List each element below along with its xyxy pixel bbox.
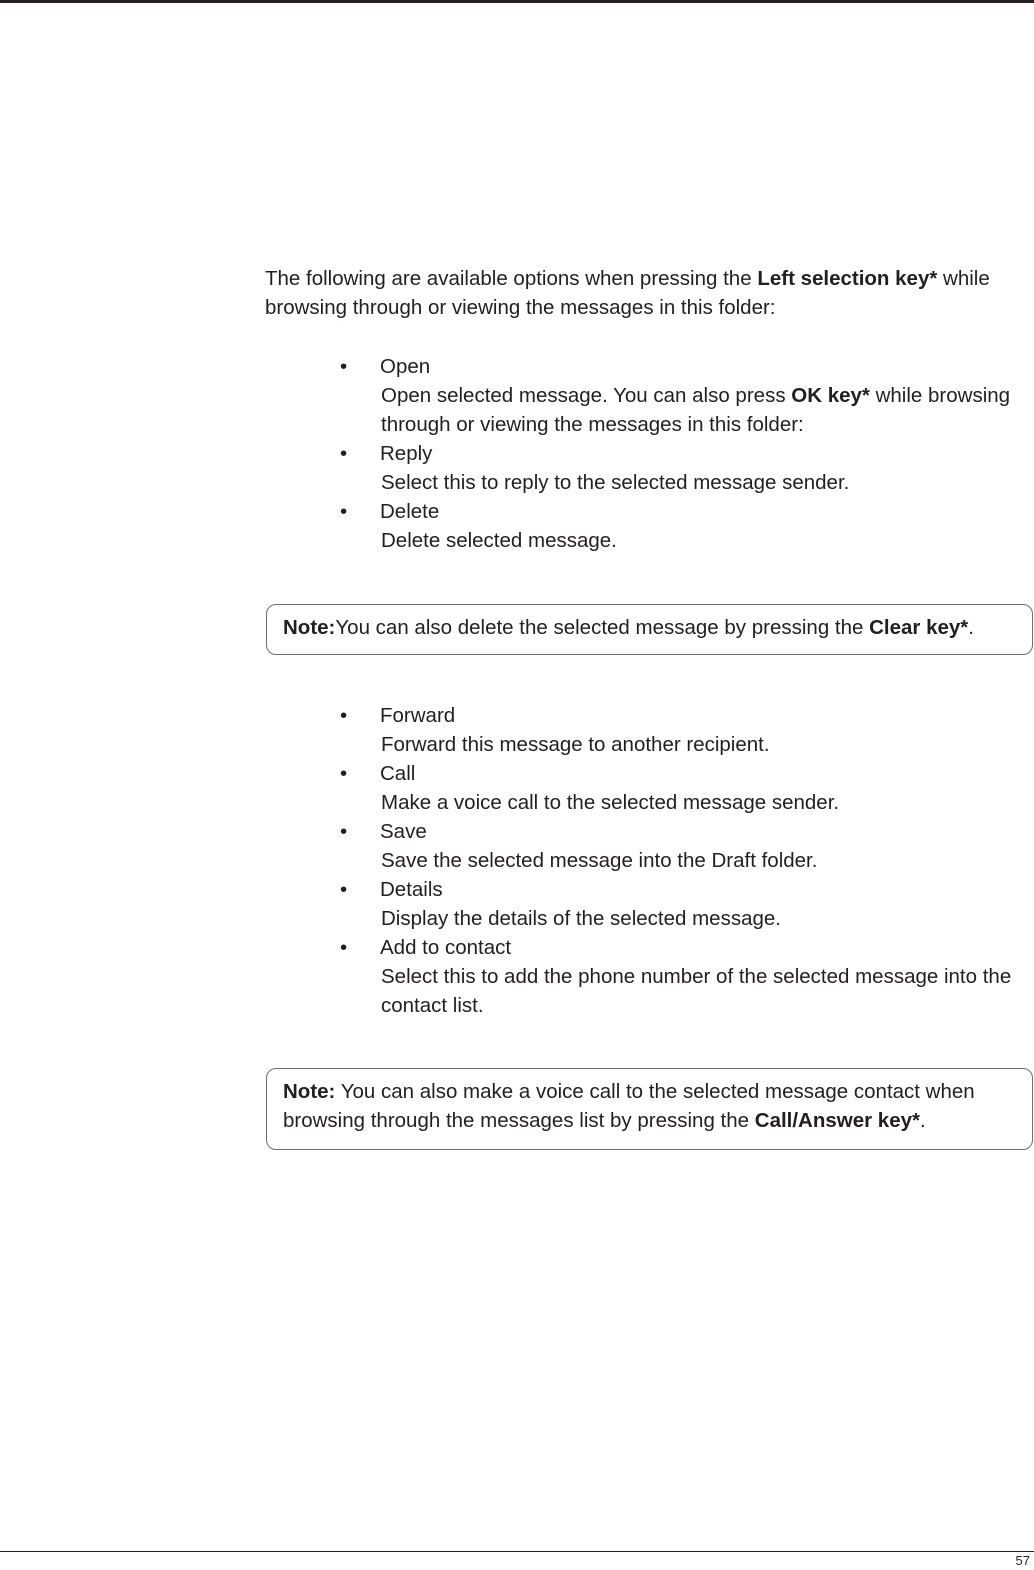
- top-rule: [0, 0, 1034, 3]
- bottom-rule: [0, 1551, 1034, 1552]
- bullet: •: [340, 500, 348, 523]
- item-title: Open: [380, 355, 431, 378]
- list-item-add-to-contact: [330, 933, 1034, 1020]
- item-title: Forward: [380, 704, 456, 727]
- item-description: Delete selected message.: [381, 529, 617, 552]
- note-label: Note:: [283, 1080, 336, 1103]
- intro-text: The following are available options when pressing the: [265, 267, 758, 290]
- item-title: Save: [380, 820, 427, 843]
- item-description: Forward this message to another recipient.: [381, 733, 770, 756]
- bullet: •: [340, 936, 348, 959]
- item-title: Add to contact: [380, 936, 512, 959]
- note-box-clear-key: Note:You can also delete the selected message by pressing the Clear key*.: [266, 604, 1033, 655]
- item-title: Reply: [380, 442, 433, 465]
- intro-paragraph: [265, 264, 1025, 322]
- item-description: Select this to add the phone number of the selected message into the contact list.: [381, 965, 1012, 1017]
- note-text: You can also make a voice call to the selected message contact when browsing through the messages list by pressing the: [283, 1080, 975, 1132]
- left-selection-key-label: Left selection key*: [757, 267, 938, 290]
- item-description: Make a voice call to the selected message sender.: [381, 791, 840, 814]
- list-item-call: [330, 759, 1034, 817]
- item-description: Select this to reply to the selected message sender.: [381, 471, 850, 494]
- bullet: •: [340, 762, 348, 785]
- bullet: •: [340, 878, 348, 901]
- clear-key-label: Clear key*: [869, 616, 969, 639]
- list-item-details: [330, 875, 1034, 933]
- bullet: •: [340, 704, 348, 727]
- call-answer-key-label: Call/Answer key*: [754, 1109, 920, 1132]
- options-list-1: [330, 352, 1034, 555]
- options-list-2: [330, 701, 1034, 1020]
- note-text: You can also delete the selected message by pressing the: [335, 616, 870, 639]
- intro-text-end: while browsing through or viewing the messages in this folder:: [265, 267, 990, 319]
- item-description: Save the selected message into the Draft folder.: [381, 849, 818, 872]
- note-box-call-answer-key: Note: You can also make a voice call to the selected message contact when browsing through the messages list by pressing the Call/Answer key*.: [266, 1068, 1033, 1150]
- note-label: Note:: [283, 616, 336, 639]
- list-item-save: [330, 817, 1034, 875]
- item-title: Call: [380, 762, 416, 785]
- list-item-reply: [330, 439, 1034, 497]
- item-description: Display the details of the selected message.: [381, 907, 781, 930]
- item-title: Details: [380, 878, 443, 901]
- bullet: •: [340, 355, 348, 378]
- list-item-open: [330, 352, 1034, 439]
- bullet: •: [340, 442, 348, 465]
- list-item-forward: [330, 701, 1034, 759]
- item-title: Delete: [380, 500, 440, 523]
- bullet: •: [340, 820, 348, 843]
- page-number: 57: [1015, 1553, 1030, 1568]
- list-item-delete: [330, 497, 1034, 555]
- item-description: Open selected message. You can also press OK key* while browsing through or viewing the messages in this folder:: [381, 384, 1011, 436]
- ok-key-label: OK key*: [791, 384, 870, 407]
